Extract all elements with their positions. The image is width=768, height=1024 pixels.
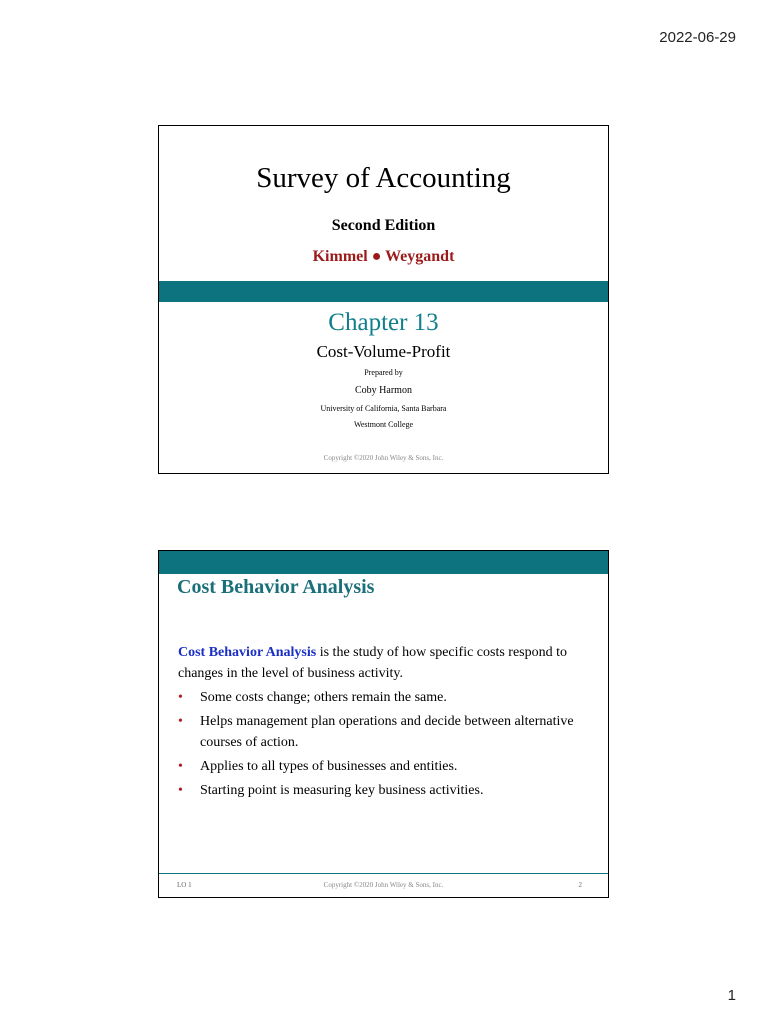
copyright: Copyright ©2020 John Wiley & Sons, Inc. [323, 881, 444, 889]
bullet-icon: • [178, 783, 183, 798]
edition: Second Edition [331, 217, 436, 234]
college: Westmont College [353, 420, 414, 429]
bullet-icon: • [178, 759, 183, 774]
footer-divider [159, 873, 608, 874]
list-item-text: Some costs change; others remain the same. [200, 690, 447, 705]
copyright: Copyright ©2020 John Wiley & Sons, Inc. [323, 454, 444, 462]
learning-objective: LO 1 [177, 881, 192, 889]
content-slide [158, 550, 609, 898]
bullet-icon: • [178, 714, 183, 729]
list-item [178, 711, 588, 753]
prepared-by-label: Prepared by [364, 368, 403, 377]
university: University of California, Santa Barbara [320, 404, 447, 413]
list-item-text: Helps management plan operations and decide between alternative courses of action. [200, 714, 574, 750]
list-item [178, 756, 588, 777]
slide-number: 2 [578, 881, 582, 889]
chapter-title: Cost-Volume-Profit [316, 342, 451, 361]
title-slide [158, 125, 609, 474]
bullet-list [178, 687, 588, 801]
print-date: 2022-06-29 [659, 29, 736, 46]
accent-band [159, 281, 608, 302]
book-title: Survey of Accounting [256, 162, 511, 194]
list-item [178, 687, 588, 708]
bullet-icon: • [178, 690, 183, 705]
authors: Kimmel ● Weygandt [312, 248, 455, 265]
intro-term: Cost Behavior Analysis [178, 645, 317, 660]
accent-band [159, 551, 608, 574]
list-item-text: Starting point is measuring key business activities. [200, 783, 484, 798]
list-item [178, 780, 588, 801]
intro-paragraph [178, 642, 588, 684]
slide-body [178, 642, 588, 804]
page-number: 1 [727, 987, 736, 1004]
preparer-name: Coby Harmon [355, 385, 412, 396]
chapter-number: Chapter 13 [328, 309, 439, 336]
intro-text: is the study of how specific costs respond to changes in the level of business activity. [178, 645, 568, 681]
list-item-text: Applies to all types of businesses and entities. [200, 759, 458, 774]
slide-heading: Cost Behavior Analysis [177, 576, 375, 598]
